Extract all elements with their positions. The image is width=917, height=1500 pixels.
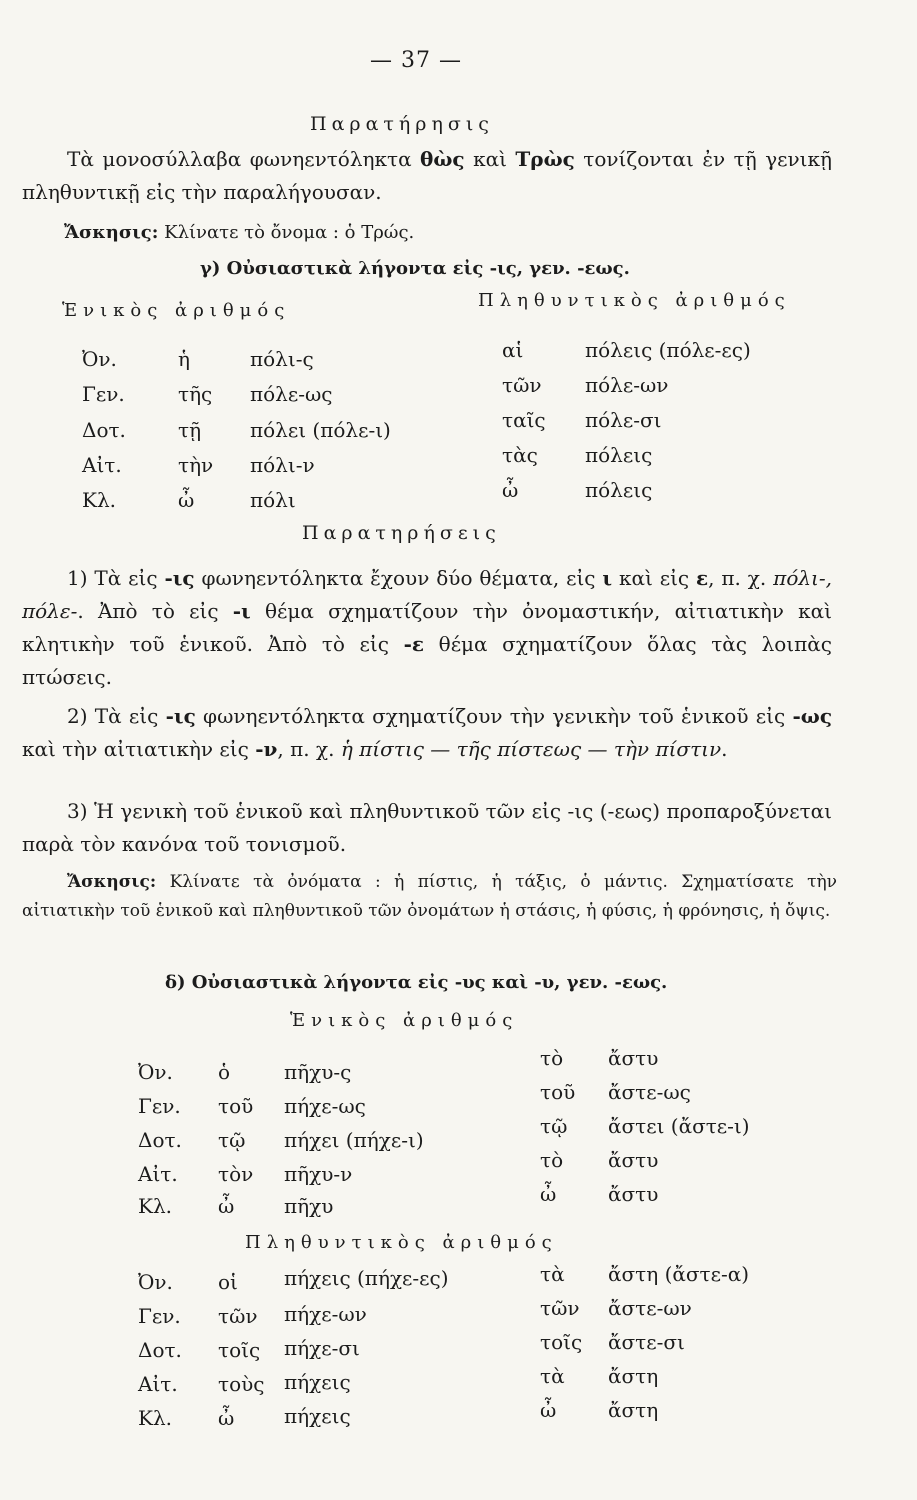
observations-heading: Παρατηρήσεις	[302, 522, 501, 544]
table-row-article: τῷ	[540, 1114, 568, 1138]
table-row-form: πῆχυ-ς	[284, 1060, 352, 1084]
table-row-form: ἄστυ	[608, 1046, 659, 1070]
table-row-article: ἡ	[178, 347, 190, 371]
table-row-form: πόλει (πόλε-ι)	[250, 418, 391, 442]
table-row-article: τοῦ	[540, 1080, 576, 1104]
table-row-article: ὦ	[502, 478, 519, 502]
table-row-form: πήχε-ως	[284, 1094, 366, 1118]
table-row-form: ἄστη	[608, 1398, 659, 1422]
plural-header: Πληθυντικὸς ἀριθμός	[245, 1232, 558, 1253]
table-row-form: ἄστε-σι	[608, 1330, 685, 1354]
section-heading-d: δ) Οὐσιαστικὰ λήγοντα εἰς -υς καὶ -υ, γεν. -εως.	[165, 972, 668, 993]
table-row-case: Κλ.	[82, 488, 116, 512]
table-row-article: οἱ	[218, 1270, 238, 1294]
exercise-line: Ἄσκησις: Κλίνατε τὸ ὄνομα : ὁ Τρώς.	[64, 222, 415, 243]
table-row-form: ἄστε-ως	[608, 1080, 691, 1104]
table-row-article: ὦ	[218, 1194, 235, 1218]
exercise-paragraph: Ἄσκησις: Κλίνατε τὰ ὀνόματα : ἡ πίστις, ἡ τάξις, ὁ μάντις. Σχηματίσατε τὴν αἰτιατικὴν τοῦ ἑνικοῦ καὶ πληθυντικοῦ τῶν ὀνομάτων ἡ στάσις, ἡ φύσις, ἡ φρόνησις, ἡ ὄψις.	[22, 872, 837, 921]
table-row-form: πήχε-σι	[284, 1336, 360, 1360]
section-heading-g: γ) Οὐσιαστικὰ λήγοντα εἰς -ις, γεν. -εως.	[200, 258, 630, 279]
exercise-label: Ἄσκησις:	[67, 872, 157, 892]
table-row-article: ὦ	[178, 488, 195, 512]
exercise-label: Ἄσκησις:	[64, 222, 159, 243]
table-row-form: πόλι-ς	[250, 347, 314, 371]
singular-header: Ἑνικὸς ἀριθμός	[62, 300, 291, 321]
table-row-form: ἄστη (ἄστε-α)	[608, 1262, 750, 1286]
table-row-article: τὰ	[540, 1364, 565, 1388]
table-row-case: Γεν.	[138, 1094, 181, 1118]
table-row-form: πήχε-ων	[284, 1302, 367, 1326]
table-row-article: τῆς	[178, 382, 213, 406]
table-row-form: πῆχυ-ν	[284, 1162, 353, 1186]
table-row-form: ἄστει (ἄστε-ι)	[608, 1114, 750, 1138]
table-row-article: τὸ	[540, 1046, 564, 1070]
keyword-thos: θὼς	[420, 147, 465, 171]
table-row-form: πόλι	[250, 488, 296, 512]
table-row-article: τὰς	[502, 443, 538, 467]
table-row-form: ἄστε-ων	[608, 1296, 692, 1320]
table-row-form: πόλεις	[585, 478, 653, 502]
table-row-form: ἄστυ	[608, 1182, 659, 1206]
table-row-form: ἄστη	[608, 1364, 659, 1388]
table-row-case: Γεν.	[82, 382, 125, 406]
table-row-form: πόλε-σι	[585, 408, 662, 432]
table-row-case: Ὀν.	[138, 1270, 173, 1294]
table-row-form: πῆχυ	[284, 1194, 334, 1218]
table-row-article: τῶν	[502, 373, 542, 397]
table-row-form: πόλι-ν	[250, 453, 315, 477]
table-row-case: Ὀν.	[138, 1060, 173, 1084]
table-row-case: Ὀν.	[82, 347, 117, 371]
table-row-article: τοῦ	[218, 1094, 254, 1118]
table-row-article: τὸ	[540, 1148, 564, 1172]
table-row-case: Δοτ.	[82, 418, 126, 442]
observation-point-2: 2) Τὰ εἰς -ις φωνηεντόληκτα σχηματίζουν τὴν γενικὴν τοῦ ἑνικοῦ εἰς -ως καὶ τὴν αἰτιατικὴν εἰς -ν, π. χ. ἡ πίστις — τῆς πίστεως — τὴν πίστιν.	[22, 704, 832, 761]
plural-header: Πληθυντικὸς ἀριθμός	[478, 290, 791, 311]
table-row-article: τῇ	[178, 418, 202, 442]
observation-point-1: 1) Τὰ εἰς -ις φωνηεντόληκτα ἔχουν δύο θέματα, εἰς ι καὶ εἰς ε, π. χ. πόλι-, πόλε-. Ἀπὸ τὸ εἰς -ι θέμα σχηματίζουν τὴν ὀνομαστικήν, αἰτιατικὴν καὶ κλητικὴν τοῦ ἑνικοῦ. Ἀπὸ τὸ εἰς -ε θέμα σχηματίζουν ὅλας τὰς λοιπὰς πτώσεις.	[22, 566, 832, 689]
keyword-tros: Τρὼς	[515, 147, 575, 171]
table-row-form: πήχεις	[284, 1370, 351, 1394]
table-row-article: ὦ	[540, 1398, 557, 1422]
table-row-form: πόλεις (πόλε-ες)	[585, 338, 751, 362]
table-row-article: ταῖς	[502, 408, 546, 432]
table-row-article: τοῖς	[540, 1330, 583, 1354]
table-row-case: Γεν.	[138, 1304, 181, 1328]
table-row-case: Κλ.	[138, 1406, 172, 1430]
table-row-case: Αἰτ.	[82, 453, 122, 477]
table-row-article: τὴν	[178, 453, 214, 477]
table-row-case: Δοτ.	[138, 1128, 182, 1152]
table-row-article: τὰ	[540, 1262, 565, 1286]
table-row-article: τὸν	[218, 1162, 254, 1186]
table-row-case: Αἰτ.	[138, 1162, 178, 1186]
table-row-article: τῷ	[218, 1128, 246, 1152]
table-row-article: τοῖς	[218, 1338, 261, 1362]
table-row-article: ὦ	[218, 1406, 235, 1430]
table-row-article: ὁ	[218, 1060, 231, 1084]
table-row-form: πόλε-ων	[585, 373, 669, 397]
table-row-form: πήχεις (πήχε-ες)	[284, 1266, 449, 1290]
table-row-form: πήχεις	[284, 1404, 351, 1428]
table-row-article: τῶν	[218, 1304, 258, 1328]
observation-paragraph: Τὰ μονοσύλλαβα φωνηεντόληκτα θὼς καὶ Τρὼς τονίζονται ἐν τῇ γενικῇ πληθυντικῇ εἰς τὴν παραλήγουσαν.	[22, 147, 832, 204]
table-row-form: πήχει (πήχε-ι)	[284, 1128, 424, 1152]
table-row-case: Αἰτ.	[138, 1372, 178, 1396]
page-number: — 37 —	[370, 48, 462, 73]
table-row-case: Δοτ.	[138, 1338, 182, 1362]
singular-header: Ἑνικὸς ἀριθμός	[290, 1010, 519, 1031]
observation-heading: Παρατήρησις	[310, 113, 494, 135]
table-row-case: Κλ.	[138, 1194, 172, 1218]
table-row-form: πόλεις	[585, 443, 653, 467]
table-row-article: αἱ	[502, 338, 524, 362]
table-row-article: τοὺς	[218, 1372, 265, 1396]
table-row-form: ἄστυ	[608, 1148, 659, 1172]
observation-point-3: 3) Ἡ γενικὴ τοῦ ἑνικοῦ καὶ πληθυντικοῦ τῶν εἰς -ις (-εως) προπαροξύνεται παρὰ τὸν κανόνα τοῦ τονισμοῦ.	[22, 799, 832, 856]
table-row-article: τῶν	[540, 1296, 580, 1320]
table-row-article: ὦ	[540, 1182, 557, 1206]
table-row-form: πόλε-ως	[250, 382, 333, 406]
